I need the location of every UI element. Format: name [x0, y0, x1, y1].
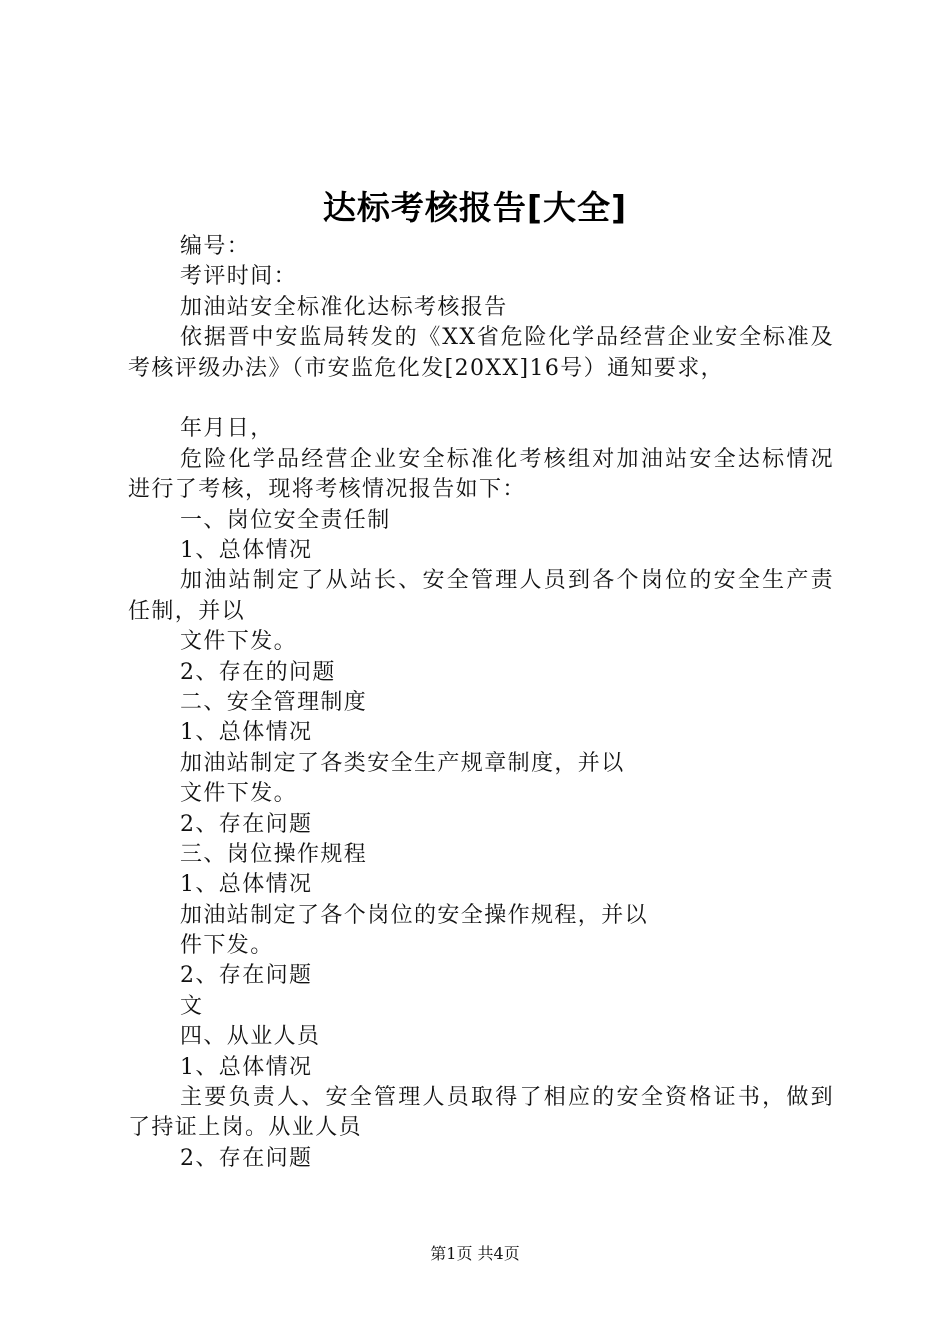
text-line: 件下发。 — [180, 933, 274, 959]
subheading-overview: 1、总体情况 — [180, 537, 313, 563]
paragraph-intro: 危险化学品经营企业安全标准化考核组对加油站安全达标情况进行了考核，现将考核情况报告如下： — [128, 446, 834, 503]
text-line: 文 — [180, 993, 204, 1019]
subheading-issues: 2、存在问题 — [180, 963, 313, 989]
blank-line — [128, 384, 834, 414]
section-heading-2: 二、安全管理制度 — [180, 689, 368, 715]
subheading-overview: 1、总体情况 — [180, 720, 313, 746]
paragraph-basis: 依据晋中安监局转发的《XX省危险化学品经营企业安全标准及考核评级办法》（市安监危化发[20XX]16号）通知要求， — [128, 325, 834, 381]
paragraph-personnel: 主要负责人、安全管理人员取得了相应的安全资格证书，做到了持证上岗。从业人员 — [128, 1085, 834, 1141]
text-line: 加油站制定了各类安全生产规章制度，并以 — [180, 750, 625, 776]
paragraph-responsibility: 加油站制定了从站长、安全管理人员到各个岗位的安全生产责任制，并以 — [128, 568, 834, 624]
subheading-overview: 1、总体情况 — [180, 1054, 313, 1080]
text-line: 文件下发。 — [180, 781, 298, 807]
subheading-issues: 2、存在问题 — [180, 1145, 313, 1171]
document-body — [128, 232, 834, 1174]
report-subtitle: 加油站安全标准化达标考核报告 — [180, 294, 508, 320]
section-heading-4: 四、从业人员 — [180, 1024, 321, 1050]
subheading-issues: 2、存在问题 — [180, 811, 313, 837]
section-heading-1: 一、岗位安全责任制 — [180, 507, 391, 533]
document-title: 达标考核报告[大全] — [322, 188, 628, 227]
text-line: 加油站制定了各个岗位的安全操作规程，并以 — [180, 902, 649, 928]
text-line: 文件下发。 — [180, 629, 298, 655]
date-line: 年月日， — [180, 416, 274, 442]
subheading-overview: 1、总体情况 — [180, 872, 313, 898]
section-heading-3: 三、岗位操作规程 — [180, 841, 368, 867]
review-time-label: 考评时间： — [180, 264, 298, 290]
subheading-issues: 2、存在的问题 — [180, 659, 336, 685]
serial-number-label: 编号： — [180, 234, 251, 259]
page-number-footer: 第1页 共4页 — [430, 1244, 520, 1263]
